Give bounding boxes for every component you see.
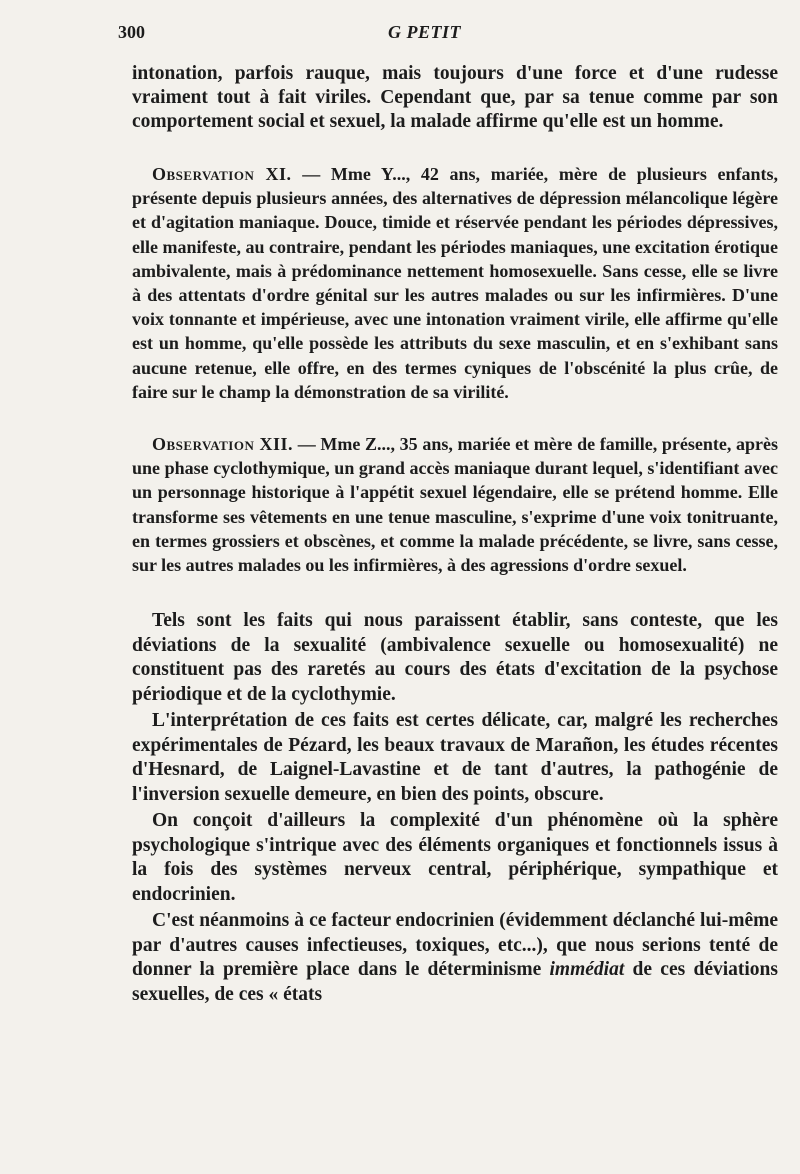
body-paragraph-2: L'interprétation de ces faits est certes délicate, car, malgré les recherches expérimentales de Pézard, les beaux travaux de Marañon, les études récentes d'Hesnard, de Laignel-Lavastine et de tant d'autres, la pathogénie de l'inversion sexuelle demeure, en bien des points, obscure. [132, 710, 778, 805]
observation-11 [132, 162, 778, 404]
running-head-author: G PETIT [388, 22, 461, 42]
running-head [118, 22, 778, 62]
emphasis-immediat: immédiat [549, 959, 625, 981]
observation-11-title: Observation XI. [152, 164, 292, 184]
page-number: 300 [118, 22, 145, 42]
body-paragraph-1: Tels sont les faits qui nous paraissent établir, sans conteste, que les déviations de la sexualité (ambivalence sexuelle ou homosexualité) ne constituent pas des raretés au cours des états d'excitation de la psychose périodique et de la cyclothymie. [132, 610, 778, 705]
observation-12-title: Observation XII. [152, 434, 294, 455]
observation-12-text: — Mme Z..., 35 ans, mariée et mère de famille, présente, après une phase cyclothymique, un grand accès maniaque durant lequel, s'identifiant avec un personnage historique à l'appétit sexuel légendaire, elle se prétend homme. Elle transforme ses vêtements en une tenue masculine, s'exprime d'une voix tonitruante, en termes grossiers et obscènes, et comme la malade précédente, se livre, sans cesse, sur les autres malades ou les infirmières, à des agressions d'ordre sexuel. [132, 434, 778, 576]
body-paragraph-4-start: C'est néanmoins à ce facteur endocrinien (évidemment déclanché lui-même par d'autres causes infectieuses, toxiques, etc...), que nous serions tenté de donner la première place dans le déterminisme [132, 910, 778, 981]
observation-11-text: — Mme Y..., 42 ans, mariée, mère de plusieurs enfants, présente depuis plusieurs années, des alternatives de dépression mélancolique légère et d'agitation maniaque. Douce, timide et réservée pendant les périodes dépressives, elle manifeste, au contraire, pendant les périodes maniaques, une excitation érotique ambivalente, mais à prédominance nettement homosexuelle. Sans cesse, elle se livre à des attentats d'ordre génital sur les autres malades ou sur les infirmières. D'une voix tonnante et impérieuse, avec une intonation vraiment virile, elle affirme qu'elle est un homme, qu'elle possède les attributs du sexe masculin, et en s'exhibant sans aucune retenue, elle offre, en des termes cyniques de l'obscénité la plus crûe, de faire sur le champ la démonstration de sa virilité. [132, 164, 779, 402]
body-paragraph-4 [132, 909, 778, 1007]
main-text [132, 609, 778, 1007]
observation-12 [132, 432, 778, 577]
body-paragraph-4-end: de ces déviations sexuelles, de ces « états [132, 959, 778, 1005]
intro-paragraph: intonation, parfois rauque, mais toujours d'une force et d'une rudesse vraiment tout à fait viriles. Cependant que, par sa tenue comme par son comportement social et sexuel, la malade affirme qu'elle est un homme. [132, 63, 778, 132]
body-paragraph-3: On conçoit d'ailleurs la complexité d'un phénomène où la sphère psychologique s'intrique avec des éléments organiques et fonctionnels issus à la fois des systèmes nerveux central, périphérique, sympathique et endocrinien. [132, 810, 778, 905]
